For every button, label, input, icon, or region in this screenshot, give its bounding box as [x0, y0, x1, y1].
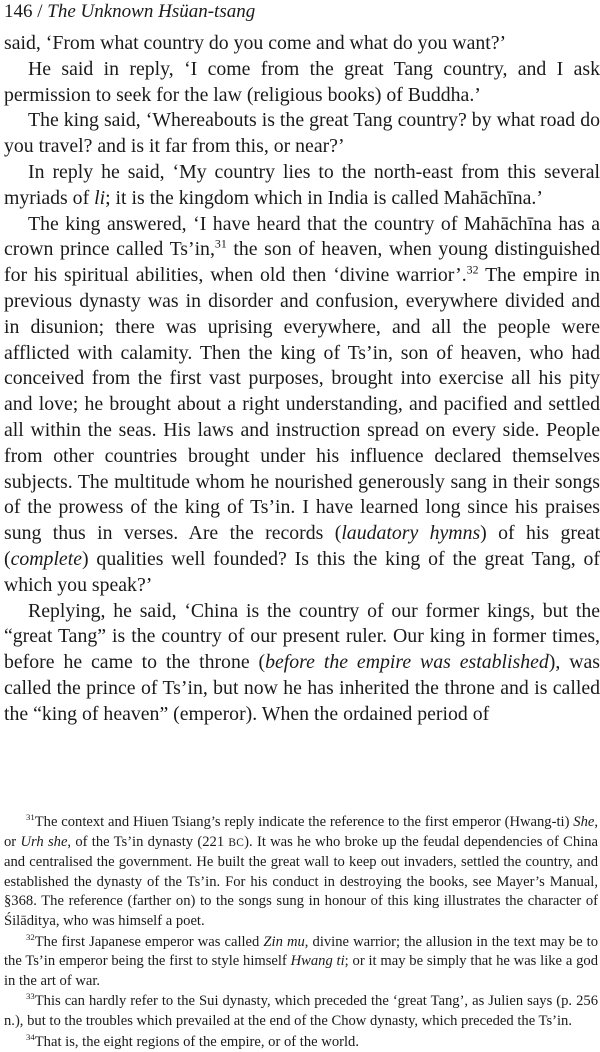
text-run: In reply he said, ‘My country lies to the north-east from this several myriads of: [4, 160, 600, 209]
paragraph: [4, 599, 600, 728]
text-run: This can hardly refer to the Sui dynasty, which preceded the ‘great Tang’, as Julien says (p. 256 n.), but to the troubles which prevailed at the end of the Chow dynasty, which preceded the Ts’in.: [4, 993, 598, 1029]
text-run: The king answered, ‘I have heard that the country of Mahāchīna has a crown prince called Ts’in,: [4, 212, 600, 261]
footnote-marker: 33: [26, 991, 35, 1002]
italic-term: before the empire was established: [265, 651, 549, 674]
italic-term: li: [94, 186, 106, 209]
footnote-marker: 31: [26, 812, 35, 823]
text-run: , of the Ts’in dynasty (221: [67, 833, 229, 850]
text-run: , or: [4, 814, 598, 850]
text-run: ), was called the prince of Ts’in, but now he has inherited the throne and is called the “king of heaven” (emperor). When the ordained period of: [4, 651, 600, 725]
text-run: That is, the eight regions of the empire, or of the world.: [34, 1033, 359, 1050]
text-run: ; it is the kingdom which in India is called Mahāchīna.’: [105, 186, 543, 209]
text-run: ) of his great (: [4, 522, 600, 570]
italic-term: laudatory hymns: [341, 522, 481, 545]
text-run: the son of heaven, when young distinguished for his spiritual abilities, when old then ‘divine warrior’.: [4, 238, 600, 287]
italic-term: Urh she: [20, 833, 68, 850]
text-run: ) qualities well founded? Is this the king of the great Tang, of which you speak?’: [4, 547, 600, 596]
footnote-ref[interactable]: 31: [214, 236, 227, 251]
italic-term: Zin mu: [263, 933, 305, 950]
text-run: , divine warrior; the allusion in the text may be to the Ts’in emperor being the first to style himself: [4, 933, 599, 970]
footnote-34: [4, 1033, 598, 1052]
text-run: said, ‘From what country do you come and what do you want?’: [4, 32, 507, 54]
footnote-ref[interactable]: 32: [466, 262, 479, 277]
italic-term: Hwang ti: [290, 953, 345, 970]
page-number: 146: [4, 1, 33, 22]
paragraph: [4, 31, 600, 57]
footnotes: [4, 813, 598, 1052]
paragraph: [4, 160, 600, 212]
italic-term: complete: [10, 547, 82, 570]
paragraph: [4, 212, 600, 599]
paragraph: [4, 108, 600, 160]
footnote-marker: 32: [26, 931, 35, 942]
footnote-32: [4, 933, 598, 992]
text-run: The king said, ‘Whereabouts is the great Tang country? by what road do you travel? and is it far from this, or near?’: [4, 109, 600, 158]
text-run: He said in reply, ‘I come from the great Tang country, and I ask permission to seek for the law (religious books) of Buddha.’: [4, 57, 600, 106]
text-run: Replying, he said, ‘China is the country of our former kings, but the “great Tang” is the country of our present ruler. Our king in former times, before he came to the throne (: [4, 599, 600, 674]
footnote-31: [4, 813, 598, 932]
italic-term: She: [573, 814, 595, 830]
footnote-marker: 34: [26, 1031, 35, 1042]
main-text: [4, 31, 600, 728]
small-caps-term: BC: [228, 836, 245, 849]
text-run: The empire in previous dynasty was in disorder and confusion, everywhere divided and in disunion; there was uprising everywhere, and all the people were afflicted with calamity. Then the king of Ts’in, son of heaven, who had conceived from the first vast purposes, brought into exercise all his pity and love; he brought about a right understanding, and pacified and settled all within the seas. His laws and instruction spread on every side. People from other countries brought under his influence declared themselves subjects. The multitude whom he nourished generously sang in their songs of the prowess of the king of Ts’in. I have learned long since his praises sung thus in verses. Are the records (: [4, 264, 600, 545]
text-run: The context and Hiuen Tsiang’s reply indicate the reference to the first emperor (Hwang-ti): [34, 814, 574, 830]
text-run: ; or it may be simply that he was like a god in the art of war.: [4, 953, 598, 989]
book-title: The Unknown Hsüan-tsang: [47, 1, 256, 22]
paragraph: [4, 57, 600, 109]
text-run: ). It was he who broke up the feudal dependencies of China and centralised the government. He built the great wall to keep out invaders, settled the country, and established the dynasty of the Ts’in. For his conduct in destroying the books, see Mayer’s Manual, §368. The reference (farther on) to the songs sung in honour of this king illustrates the character of Śilāditya, who was himself a poet.: [4, 833, 598, 929]
footnote-33: [4, 992, 598, 1031]
text-run: The first Japanese emperor was called: [34, 933, 264, 950]
running-head: [4, 0, 255, 24]
running-head-separator: /: [32, 1, 48, 22]
